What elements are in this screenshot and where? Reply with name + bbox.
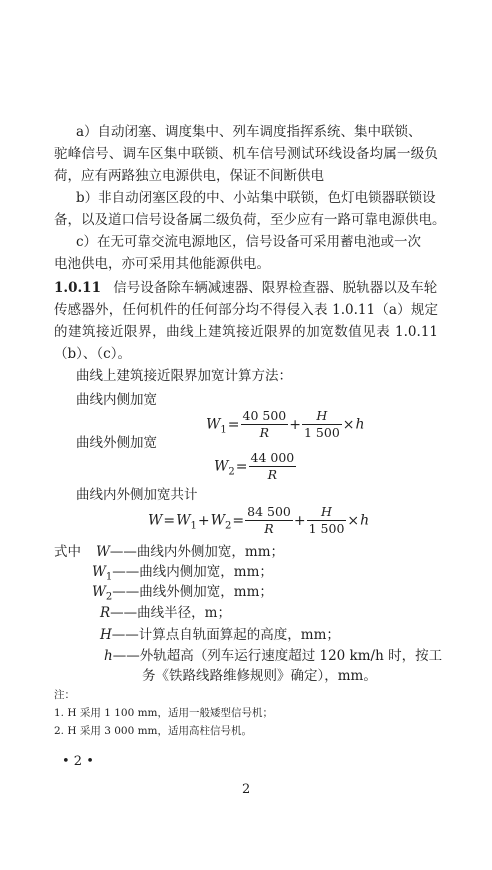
def-w1-symbol: W [92,564,106,580]
formula3-frac1 [245,504,293,537]
formula1-plus: + [289,416,301,433]
formula1-frac1 [241,408,289,441]
formula3-w1: W [176,512,191,529]
clause-line-2: 传感器外，任何机件的任何部分均不得侵入表 1.0.11（a）规定 [54,302,438,318]
para-a-line-2: 驼峰信号、调车区集中联锁、机车信号测试环线设备均属一级负 [54,146,438,162]
formula3-den2: 1 500 [308,521,345,536]
formula3-eq1: = [163,512,176,529]
formula-inner [206,408,365,441]
def-h-upper-text: ——计算点自轨面算起的高度，mm； [111,627,340,643]
clause-number: 1.0.11 [54,280,101,296]
formula3-w2: W [210,512,226,529]
def-w-symbol: W [96,544,110,560]
formula1-den: R [259,425,270,440]
clause-line-4: （b）、（c）。 [54,346,131,362]
para-c-line-1: c）在无可靠交流电源地区，信号设备可采用蓄电池或一次 [76,234,422,250]
method-title: 曲线上建筑接近限界加宽计算方法： [76,368,292,384]
formula-total [148,504,369,537]
formula3-frac2 [307,504,347,537]
clause-text-1: 信号设备除车辆减速器、限界检查器、脱轨器以及车轮 [113,280,438,296]
formula1-num: 40 500 [242,408,287,423]
formula1-times: × [342,416,355,433]
formula3-plus2: + [293,512,306,529]
def-w2-sub: 2 [105,591,113,603]
formula2-lhs-sub: 2 [228,466,235,478]
clause-line-3: 的建筑接近限界，曲线上建筑接近限界的加宽数值见表 1.0.11 [54,324,438,340]
def-w-text: ——曲线内外侧加宽，mm； [109,544,284,560]
para-b-line-1: b）非自动闭塞区段的中、小站集中联锁，色灯电锁器联锁设 [76,190,436,206]
para-c-line-2: 电池供电，亦可采用其他能源供电。 [54,256,270,272]
formula1-lhs-sub: 1 [220,424,227,436]
def-w1-sub: 1 [105,571,113,583]
formula-outer [214,450,296,483]
def-h-lower-cont: 务《铁路线路维修规则》确定），mm。 [142,668,377,684]
def-h-upper-symbol: H [100,627,112,643]
notes-title: 注： [54,689,75,701]
para-a-line-1: a）自动闭塞、调度集中、列车调度指挥系统、集中联锁、 [76,124,422,140]
formula2-eq: = [235,458,248,475]
note-2: 2. H 采用 3 000 mm，适用高柱信号机。 [54,725,252,737]
formula2-lhs: W [214,458,229,475]
formula1-frac2 [302,408,342,441]
formula3-w2-sub: 2 [225,520,232,532]
page-number: 2 [242,782,251,797]
def-w2-symbol: W [92,584,106,600]
def-w [96,543,284,561]
formula3-num: 84 500 [247,504,291,519]
formula3-plus1: + [197,512,210,529]
para-a-line-3: 荷，应有两路独立电源供电，保证不间断供电 [54,168,324,184]
formula2-num: 44 000 [250,450,295,465]
inner-label: 曲线内侧加宽 [76,392,157,408]
clause-line-1 [54,279,437,297]
def-r-text: ——曲线半径，m； [110,605,231,621]
formula3-w1-sub: 1 [190,520,197,532]
formula3-den: R [264,521,274,536]
def-h-lower-symbol: h [104,648,113,664]
formula1-lhs: W [206,416,221,433]
formula3-eq2: = [232,512,245,529]
formula1-eq: = [227,416,240,433]
formula2-frac [249,450,297,483]
formula1-den2: 1 500 [303,425,340,440]
formula3-times: × [347,512,360,529]
formula1-tail: h [355,416,365,433]
def-r-symbol: R [100,605,111,621]
para-b-line-2: 备，以及道口信号设备属二级负荷，至少应有一路可靠电源供电。 [54,212,446,228]
def-h-lower-text: ——外轨超高（列车运行速度超过 120 km/h 时，按工 [112,648,443,664]
where-label: 式中 [54,544,81,560]
def-r [100,604,231,622]
note-1: 1. H 采用 1 100 mm，适用一般矮型信号机； [54,707,273,719]
def-h-lower [104,647,442,665]
outer-label: 曲线外侧加宽 [76,435,157,451]
formula3-tail: h [360,512,370,529]
def-h-upper [100,626,340,644]
def-w1-text: ——曲线内侧加宽，mm； [112,564,273,580]
total-label: 曲线内外侧加宽共计 [76,487,198,503]
formula1-num2: H [316,408,328,423]
formula3-num2: H [321,504,332,519]
def-w2-text: ——曲线外侧加宽，mm； [112,584,273,600]
page-mark: • 2 • [62,754,94,769]
formula3-lhs: W [148,512,163,529]
formula2-den: R [267,467,278,482]
